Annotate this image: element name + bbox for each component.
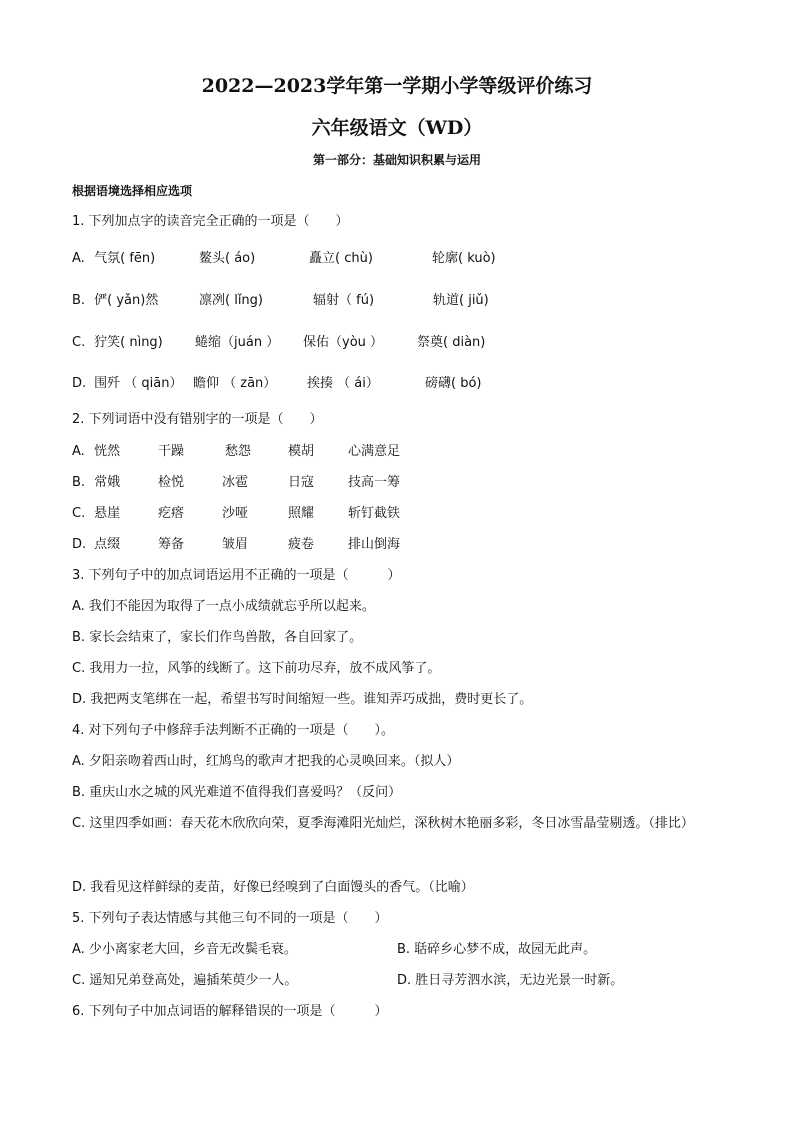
q2-d-word-4: 疲卷 xyxy=(288,537,315,552)
q2-b-word-5: 技高一筹 xyxy=(348,475,401,490)
section-instruction: 根据语境选择相应选项 xyxy=(72,184,193,198)
q2-a-word-3: 愁怨 xyxy=(225,444,252,459)
option-word: 点缀 xyxy=(94,537,121,552)
q1-d-word-4: 磅礴( bó) xyxy=(425,376,482,391)
q5-option-c[interactable]: C. 遥知兄弟登高处，遍插茱萸少一人。 xyxy=(72,973,298,988)
q4-option-c[interactable]: C. 这里四季如画：春天花木欣欣向荣，夏季海滩阳光灿烂，深秋树木艳丽多彩，冬日冰雪晶莹剔透。（排比） xyxy=(72,816,694,831)
q1-d-word-2: 瞻仰 （ zān） xyxy=(193,376,277,391)
q3-option-d[interactable]: D. 我把两支笔绑在一起，希望书写时间缩短一些。谁知弄巧成拙，费时更长了。 xyxy=(72,692,533,707)
option-word: 俨( yǎn)然 xyxy=(94,293,159,308)
option-word: 气氛( fēn) xyxy=(94,251,156,266)
exam-title: 2022—2023学年第一学期小学等级评价练习 xyxy=(201,75,593,97)
q3-option-a[interactable]: A. 我们不能因为取得了一点小成绩就忘乎所以起来。 xyxy=(72,599,375,614)
option-label: D. xyxy=(72,537,87,552)
q1-option-c[interactable] xyxy=(72,334,163,352)
option-label: B. xyxy=(72,293,86,308)
q2-c-word-3: 沙哑 xyxy=(222,506,249,521)
q1-c-word-3: 保佑（yòu ） xyxy=(303,335,384,350)
q2-b-word-3: 冰雹 xyxy=(222,475,249,490)
q5-option-d[interactable]: D. 胜日寻芳泗水滨，无边光景一时新。 xyxy=(397,973,624,988)
q4-stem: 4. 对下列句子中修辞手法判断不正确的一项是（ ）。 xyxy=(72,723,395,738)
q2-b-word-2: 检悦 xyxy=(158,475,185,490)
q4-option-b[interactable]: B. 重庆山水之城的风光难道不值得我们喜爱吗？（反问） xyxy=(72,785,402,800)
q2-d-word-2: 筹备 xyxy=(158,537,185,552)
option-word: 狞笑( nìng) xyxy=(94,335,163,350)
exam-subtitle: 六年级语文（WD） xyxy=(311,117,483,139)
q1-option-d[interactable] xyxy=(72,375,182,393)
q2-option-a[interactable] xyxy=(72,443,120,461)
q4-option-d[interactable]: D. 我看见这样鲜绿的麦苗，好像已经嗅到了白面馒头的香气。（比喻） xyxy=(72,880,474,895)
q1-b-word-2: 凛冽( lǐng) xyxy=(199,293,263,308)
q1-c-word-2: 蜷缩（juán ） xyxy=(195,335,280,350)
q5-stem: 5. 下列句子表达情感与其他三句不同的一项是（ ） xyxy=(72,911,388,926)
q2-d-word-3: 皱眉 xyxy=(222,537,249,552)
option-label: D. xyxy=(72,376,87,391)
q1-option-b[interactable] xyxy=(72,292,158,310)
option-word: 常娥 xyxy=(94,475,121,490)
option-word: 恍然 xyxy=(94,444,121,459)
q5-option-a[interactable]: A. 少小离家老大回，乡音无改鬓毛衰。 xyxy=(72,942,297,957)
q1-d-word-3: 挨揍 （ ái） xyxy=(307,376,379,391)
q2-a-word-2: 干躁 xyxy=(158,444,185,459)
q1-a-word-4: 轮廓( kuò) xyxy=(432,251,496,266)
option-label: C. xyxy=(72,506,86,521)
q3-option-b[interactable]: B. 家长会结束了，家长们作鸟兽散，各自回家了。 xyxy=(72,630,363,645)
q1-stem: 1. 下列加点字的读音完全正确的一项是（ ） xyxy=(72,214,349,229)
q2-c-word-2: 疙瘩 xyxy=(158,506,185,521)
q1-a-word-3: 矗立( chù) xyxy=(309,251,373,266)
option-word: 悬崖 xyxy=(94,506,121,521)
q2-c-word-4: 照耀 xyxy=(288,506,315,521)
q2-d-word-5: 排山倒海 xyxy=(348,537,401,552)
option-word: 围歼 （ qiān） xyxy=(94,376,183,391)
q3-stem: 3. 下列句子中的加点词语运用不正确的一项是（ ） xyxy=(72,568,401,583)
option-label: C. xyxy=(72,335,86,350)
q2-c-word-5: 斩钉截铁 xyxy=(348,506,401,521)
q2-a-word-5: 心满意足 xyxy=(348,444,401,459)
q6-stem: 6. 下列句子中加点词语的解释错误的一项是（ ） xyxy=(72,1004,388,1019)
q1-b-word-3: 辐射（ fú) xyxy=(313,293,375,308)
q2-option-d[interactable] xyxy=(72,536,120,554)
option-label: A. xyxy=(72,251,85,266)
q4-option-a[interactable]: A. 夕阳亲吻着西山时，红鸠鸟的歌声才把我的心灵唤回来。（拟人） xyxy=(72,754,460,769)
q2-a-word-4: 模胡 xyxy=(288,444,315,459)
q1-option-a[interactable] xyxy=(72,250,155,268)
option-label: A. xyxy=(72,444,85,459)
q3-option-c[interactable]: C. 我用力一拉，风筝的线断了。这下前功尽弃，放不成风筝了。 xyxy=(72,661,441,676)
q2-option-b[interactable] xyxy=(72,474,120,492)
q1-a-word-2: 鳌头( áo) xyxy=(199,251,256,266)
q1-c-word-4: 祭奠( diàn) xyxy=(417,335,486,350)
option-label: B. xyxy=(72,475,86,490)
q5-option-b[interactable]: B. 聒碎乡心梦不成，故园无此声。 xyxy=(397,942,597,957)
q2-b-word-4: 日寇 xyxy=(288,475,315,490)
part-heading: 第一部分：基础知识积累与运用 xyxy=(312,153,481,167)
q1-b-word-4: 轨道( jiǔ) xyxy=(433,293,489,308)
q2-option-c[interactable] xyxy=(72,505,120,523)
q2-stem: 2. 下列词语中没有错别字的一项是（ ） xyxy=(72,412,323,427)
